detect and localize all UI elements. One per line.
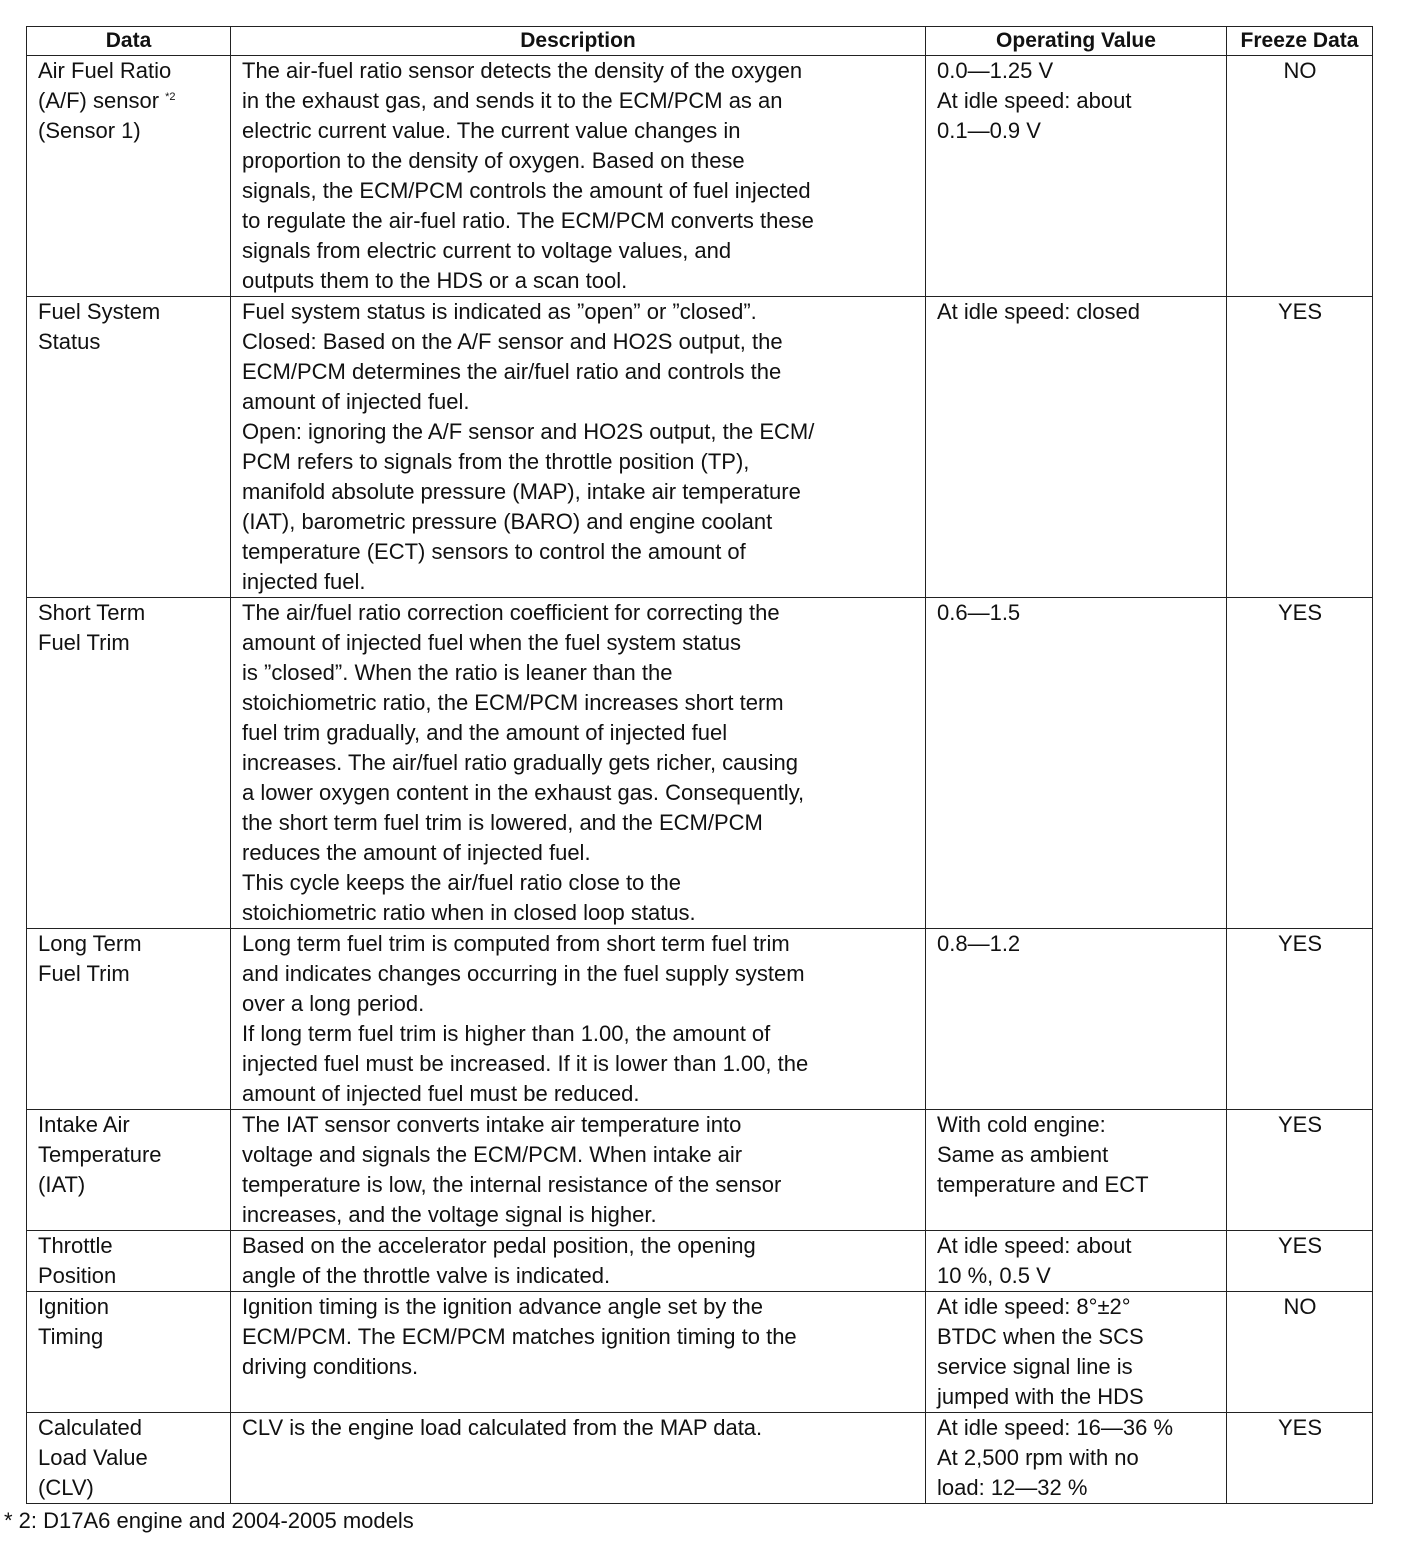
data-cell-line: Calculated xyxy=(38,1415,142,1440)
operating-value-cell-line: service signal line is xyxy=(937,1354,1133,1379)
operating-value-cell-line: 0.6—1.5 xyxy=(937,600,1021,625)
description-cell-line: ECM/PCM determines the air/fuel ratio and controls the xyxy=(242,359,782,384)
data-cell-line: Fuel Trim xyxy=(38,961,130,986)
data-cell-line: (CLV) xyxy=(38,1475,94,1500)
operating-value-cell-line: At idle speed: 8°±2° xyxy=(937,1294,1131,1319)
description-cell xyxy=(231,1292,926,1413)
description-cell-line: reduces the amount of injected fuel. xyxy=(242,840,591,865)
description-cell-line: injected fuel must be increased. If it is lower than 1.00, the xyxy=(242,1051,809,1076)
description-cell-line: Fuel system status is indicated as ”open” or ”closed”. xyxy=(242,299,757,324)
description-cell-line: outputs them to the HDS or a scan tool. xyxy=(242,268,628,293)
freeze-data-cell: YES xyxy=(1227,929,1373,1110)
description-cell-line: angle of the throttle valve is indicated. xyxy=(242,1263,611,1288)
operating-value-cell xyxy=(926,56,1227,297)
table-row xyxy=(27,1110,1373,1231)
data-cell-line: (Sensor 1) xyxy=(38,118,141,143)
header-operating-value: Operating Value xyxy=(926,27,1227,56)
operating-value-cell xyxy=(926,929,1227,1110)
description-cell-line: Open: ignoring the A/F sensor and HO2S output, the ECM/ xyxy=(242,419,815,444)
data-cell-line: Timing xyxy=(38,1324,104,1349)
description-cell xyxy=(231,929,926,1110)
data-cell xyxy=(27,598,231,929)
operating-value-cell-line: 0.0—1.25 V xyxy=(937,58,1054,83)
operating-value-cell xyxy=(926,297,1227,598)
data-cell-line: Position xyxy=(38,1263,117,1288)
description-cell-line: to regulate the air-fuel ratio. The ECM/PCM converts these xyxy=(242,208,814,233)
freeze-data-cell: NO xyxy=(1227,56,1373,297)
operating-value-cell-line: At 2,500 rpm with no xyxy=(937,1445,1139,1470)
table-row xyxy=(27,1292,1373,1413)
data-cell-line: Long Term xyxy=(38,931,142,956)
description-cell-line: stoichiometric ratio when in closed loop status. xyxy=(242,900,696,925)
data-cell-line: Intake Air xyxy=(38,1112,130,1137)
description-cell-line: voltage and signals the ECM/PCM. When intake air xyxy=(242,1142,743,1167)
data-cell xyxy=(27,297,231,598)
data-cell-line: Temperature xyxy=(38,1142,162,1167)
operating-value-cell-line: At idle speed: about xyxy=(937,1233,1132,1258)
operating-value-cell-line: 0.1—0.9 V xyxy=(937,118,1041,143)
data-cell xyxy=(27,1231,231,1292)
description-cell-line: temperature (ECT) sensors to control the amount of xyxy=(242,539,746,564)
description-cell-line: ECM/PCM. The ECM/PCM matches ignition timing to the xyxy=(242,1324,797,1349)
data-cell xyxy=(27,1292,231,1413)
description-cell-line: This cycle keeps the air/fuel ratio close to the xyxy=(242,870,681,895)
data-table xyxy=(26,26,1373,1504)
description-cell-line: is ”closed”. When the ratio is leaner than the xyxy=(242,660,673,685)
description-cell-line: (IAT), barometric pressure (BARO) and engine coolant xyxy=(242,509,773,534)
data-cell-line: Short Term xyxy=(38,600,146,625)
data-cell-line: (A/F) sensor xyxy=(38,88,160,113)
data-cell xyxy=(27,1110,231,1231)
description-cell-line: proportion to the density of oxygen. Based on these xyxy=(242,148,745,173)
data-cell-line: Air Fuel Ratio xyxy=(38,58,172,83)
description-cell xyxy=(231,1231,926,1292)
description-cell xyxy=(231,297,926,598)
data-cell-line: (IAT) xyxy=(38,1172,86,1197)
description-cell-line: Closed: Based on the A/F sensor and HO2S output, the xyxy=(242,329,783,354)
description-cell-line: amount of injected fuel must be reduced. xyxy=(242,1081,640,1106)
description-cell-line: stoichiometric ratio, the ECM/PCM increases short term xyxy=(242,690,784,715)
operating-value-cell-line: At idle speed: about xyxy=(937,88,1132,113)
data-cell-line: Throttle xyxy=(38,1233,113,1258)
description-cell-line: signals, the ECM/PCM controls the amount of fuel injected xyxy=(242,178,811,203)
operating-value-cell-line: temperature and ECT xyxy=(937,1172,1149,1197)
description-cell-line: electric current value. The current value changes in xyxy=(242,118,741,143)
description-cell-line: amount of injected fuel when the fuel system status xyxy=(242,630,741,655)
description-cell-line: Ignition timing is the ignition advance angle set by the xyxy=(242,1294,763,1319)
description-cell-line: If long term fuel trim is higher than 1.00, the amount of xyxy=(242,1021,771,1046)
freeze-data-cell: NO xyxy=(1227,1292,1373,1413)
description-cell-line: amount of injected fuel. xyxy=(242,389,470,414)
description-cell-line: over a long period. xyxy=(242,991,425,1016)
data-cell-line: Load Value xyxy=(38,1445,148,1470)
operating-value-cell-line: At idle speed: closed xyxy=(937,299,1141,324)
operating-value-cell xyxy=(926,1110,1227,1231)
description-cell-line: Long term fuel trim is computed from short term fuel trim xyxy=(242,931,790,956)
operating-value-cell xyxy=(926,1231,1227,1292)
data-cell xyxy=(27,929,231,1110)
freeze-data-cell: YES xyxy=(1227,1231,1373,1292)
freeze-data-cell: YES xyxy=(1227,1110,1373,1231)
freeze-data-cell: YES xyxy=(1227,297,1373,598)
operating-value-cell-line: 0.8—1.2 xyxy=(937,931,1021,956)
header-freeze-data: Freeze Data xyxy=(1227,27,1373,56)
table-row xyxy=(27,1413,1373,1504)
description-cell-line: The IAT sensor converts intake air temperature into xyxy=(242,1112,742,1137)
operating-value-cell-line: 10 %, 0.5 V xyxy=(937,1263,1051,1288)
table-row xyxy=(27,297,1373,598)
data-cell xyxy=(27,1413,231,1504)
data-cell xyxy=(27,56,231,297)
description-cell xyxy=(231,1413,926,1504)
freeze-data-cell: YES xyxy=(1227,598,1373,929)
footnote: * 2: D17A6 engine and 2004-2005 models xyxy=(4,1508,414,1533)
description-cell-line: The air/fuel ratio correction coefficient for correcting the xyxy=(242,600,780,625)
operating-value-cell-line: At idle speed: 16—36 % xyxy=(937,1415,1174,1440)
operating-value-cell xyxy=(926,1413,1227,1504)
freeze-data-cell: YES xyxy=(1227,1413,1373,1504)
description-cell-line: fuel trim gradually, and the amount of injected fuel xyxy=(242,720,728,745)
operating-value-cell-line: load: 12—32 % xyxy=(937,1475,1088,1500)
description-cell-line: The air-fuel ratio sensor detects the density of the oxygen xyxy=(242,58,803,83)
header-row xyxy=(27,27,1373,56)
data-cell-line: Fuel Trim xyxy=(38,630,130,655)
data-cell-line: Ignition xyxy=(38,1294,109,1319)
table-row xyxy=(27,1231,1373,1292)
description-cell-line: injected fuel. xyxy=(242,569,366,594)
description-cell-line: increases. The air/fuel ratio gradually gets richer, causing xyxy=(242,750,798,775)
table-row xyxy=(27,598,1373,929)
description-cell-line: driving conditions. xyxy=(242,1354,419,1379)
description-cell-line: and indicates changes occurring in the fuel supply system xyxy=(242,961,805,986)
description-cell xyxy=(231,1110,926,1231)
operating-value-cell xyxy=(926,598,1227,929)
table-row xyxy=(27,929,1373,1110)
description-cell-line: CLV is the engine load calculated from the MAP data. xyxy=(242,1415,763,1440)
operating-value-cell-line: jumped with the HDS xyxy=(937,1384,1144,1409)
description-cell-line: PCM refers to signals from the throttle position (TP), xyxy=(242,449,750,474)
table-row xyxy=(27,56,1373,297)
header-description: Description xyxy=(231,27,926,56)
description-cell-line: temperature is low, the internal resistance of the sensor xyxy=(242,1172,782,1197)
description-cell xyxy=(231,56,926,297)
footnote-ref: *2 xyxy=(165,91,176,103)
description-cell-line: Based on the accelerator pedal position, the opening xyxy=(242,1233,756,1258)
data-cell-line: Status xyxy=(38,329,101,354)
header-data: Data xyxy=(27,27,231,56)
description-cell-line: in the exhaust gas, and sends it to the ECM/PCM as an xyxy=(242,88,783,113)
operating-value-cell xyxy=(926,1292,1227,1413)
description-cell-line: a lower oxygen content in the exhaust gas. Consequently, xyxy=(242,780,805,805)
description-cell-line: increases, and the voltage signal is higher. xyxy=(242,1202,657,1227)
operating-value-cell-line: With cold engine: xyxy=(937,1112,1106,1137)
description-cell xyxy=(231,598,926,929)
operating-value-cell-line: Same as ambient xyxy=(937,1142,1109,1167)
description-cell-line: the short term fuel trim is lowered, and the ECM/PCM xyxy=(242,810,763,835)
description-cell-line: signals from electric current to voltage values, and xyxy=(242,238,732,263)
data-cell-line: Fuel System xyxy=(38,299,161,324)
operating-value-cell-line: BTDC when the SCS xyxy=(937,1324,1144,1349)
description-cell-line: manifold absolute pressure (MAP), intake air temperature xyxy=(242,479,801,504)
